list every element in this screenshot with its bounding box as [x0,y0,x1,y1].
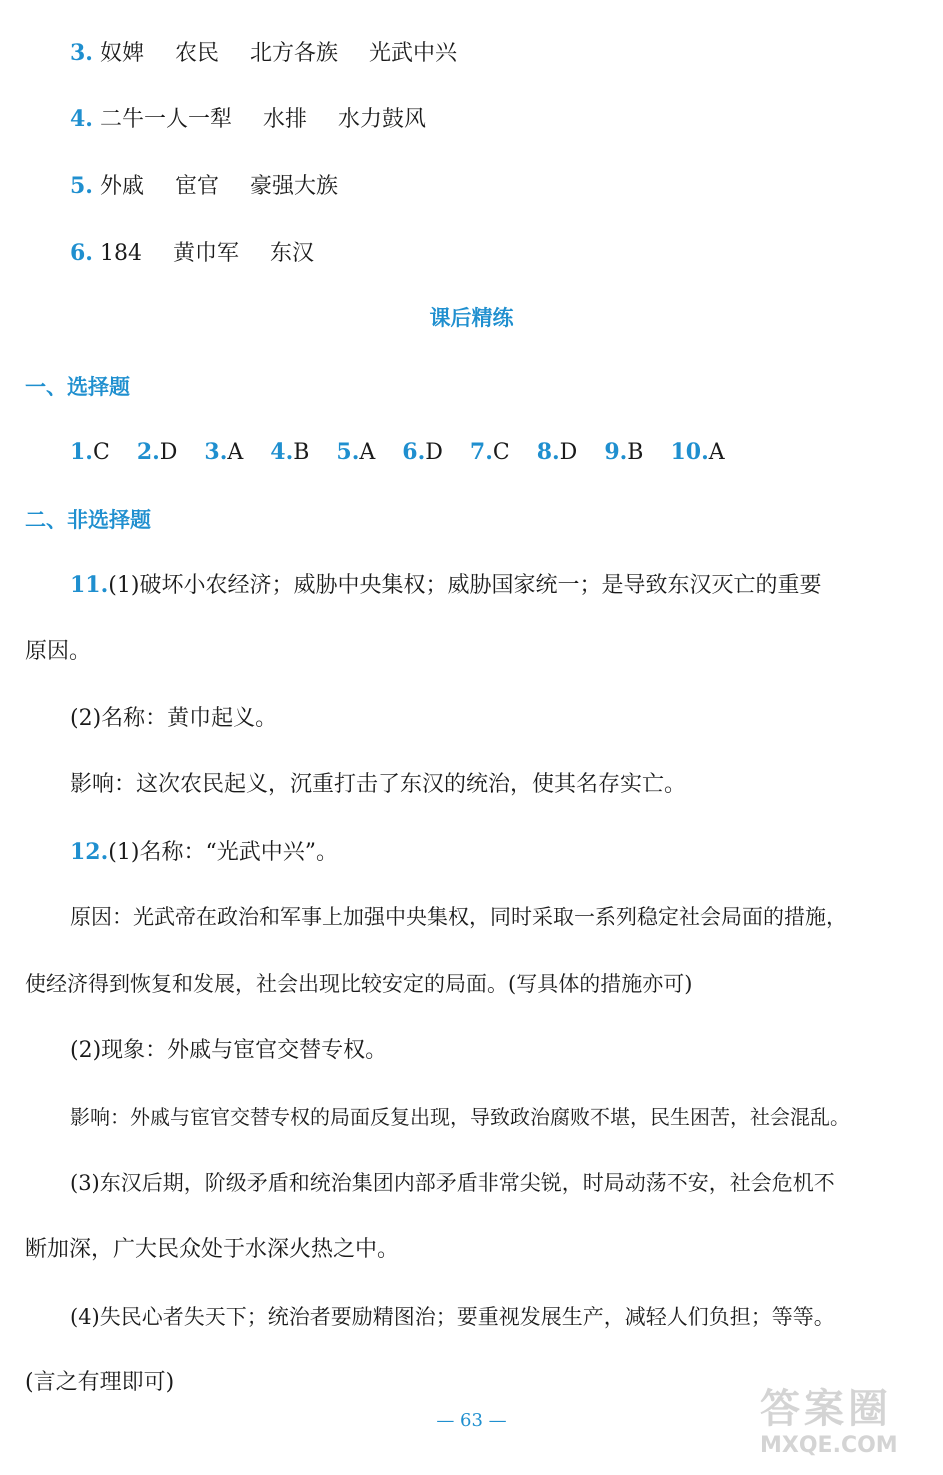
choice-answer: 4.B [270,439,310,465]
answer-word: 奴婢 [99,41,144,66]
choice-answer: 1.C [70,439,110,465]
question-number: 11. [70,572,109,598]
item-number: 5. [70,173,93,199]
page-number: — 63 — [436,1410,507,1431]
choice-answers [70,437,745,468]
q11-line-2: 原因。 [25,639,92,664]
choice-answer: 8.D [536,439,578,465]
item-number: 4. [70,106,93,132]
watermark-url: MXQE.COM [760,1433,898,1458]
q12-line-6: (3)东汉后期，阶级矛盾和统治集团内部矛盾非常尖锐，时局动荡不安，社会危机不 [70,1171,835,1195]
answer-word: 宦官 [174,174,219,199]
q11-line-3: (2)名称：黄巾起义。 [70,706,278,731]
answer-text: (1)名称：“光武中兴”。 [108,840,338,865]
item-number: 3. [70,40,93,66]
part1-title: 一、选择题 [25,375,130,399]
part2-title: 二、非选择题 [25,508,151,532]
choice-answer: 10.A [670,439,725,465]
choice-answer: 7.C [469,439,510,465]
q11-line-4: 影响：这次农民起义，沉重打击了东汉的统治，使其名存实亡。 [70,772,687,797]
answer-word: 光武中兴 [369,41,458,66]
item-number: 6. [70,240,93,266]
answer-word: 184 [99,241,142,266]
choice-answer: 2.D [136,439,178,465]
answer-text: (1)破坏小农经济；威胁中央集权；威胁国家统一；是导致东汉灭亡的重要 [108,573,822,598]
answer-word: 二牛一人一犁 [99,107,232,132]
q12-line-8: (4)失民心者失天下；统治者要励精图治；要重视发展生产，减轻人们负担；等等。 [70,1305,835,1329]
answer-word: 农民 [174,41,219,66]
section-title: 课后精练 [429,306,514,330]
q12-line-1 [70,837,338,868]
q12-line-5: 影响：外戚与宦官交替专权的局面反复出现，导致政治腐败不堪，民生困苦，社会混乱。 [70,1105,850,1129]
answer-word: 北方各族 [250,41,339,66]
item-5 [70,171,338,202]
q12-line-9: (言之有理即可) [25,1370,175,1395]
question-number: 12. [70,839,109,865]
answer-word: 水排 [262,107,307,132]
q12-line-7: 断加深，广大民众处于水深火热之中。 [25,1237,400,1262]
choice-answer: 5.A [336,439,376,465]
item-6 [70,238,314,269]
choice-answer: 6.D [402,439,443,465]
answer-word: 水力鼓风 [338,107,427,132]
choice-answer: 9.B [604,439,644,465]
q12-line-2: 原因：光武帝在政治和军事上加强中央集权，同时采取一系列稳定社会局面的措施， [70,905,847,929]
watermark-text: 答案圈 [760,1386,892,1432]
answer-word: 东汉 [269,241,314,266]
answer-word: 外戚 [99,174,144,199]
watermark-logo [760,1385,940,1470]
choice-answer: 3.A [204,439,244,465]
answer-word: 黄巾军 [172,241,239,266]
item-3 [70,38,457,69]
item-4 [70,104,426,135]
answer-word: 豪强大族 [250,174,339,199]
q11-line-1 [70,570,821,601]
q12-line-3: 使经济得到恢复和发展，社会出现比较安定的局面。(写具体的措施亦可) [25,972,693,996]
q12-line-4: (2)现象：外戚与宦官交替专权。 [70,1038,388,1063]
